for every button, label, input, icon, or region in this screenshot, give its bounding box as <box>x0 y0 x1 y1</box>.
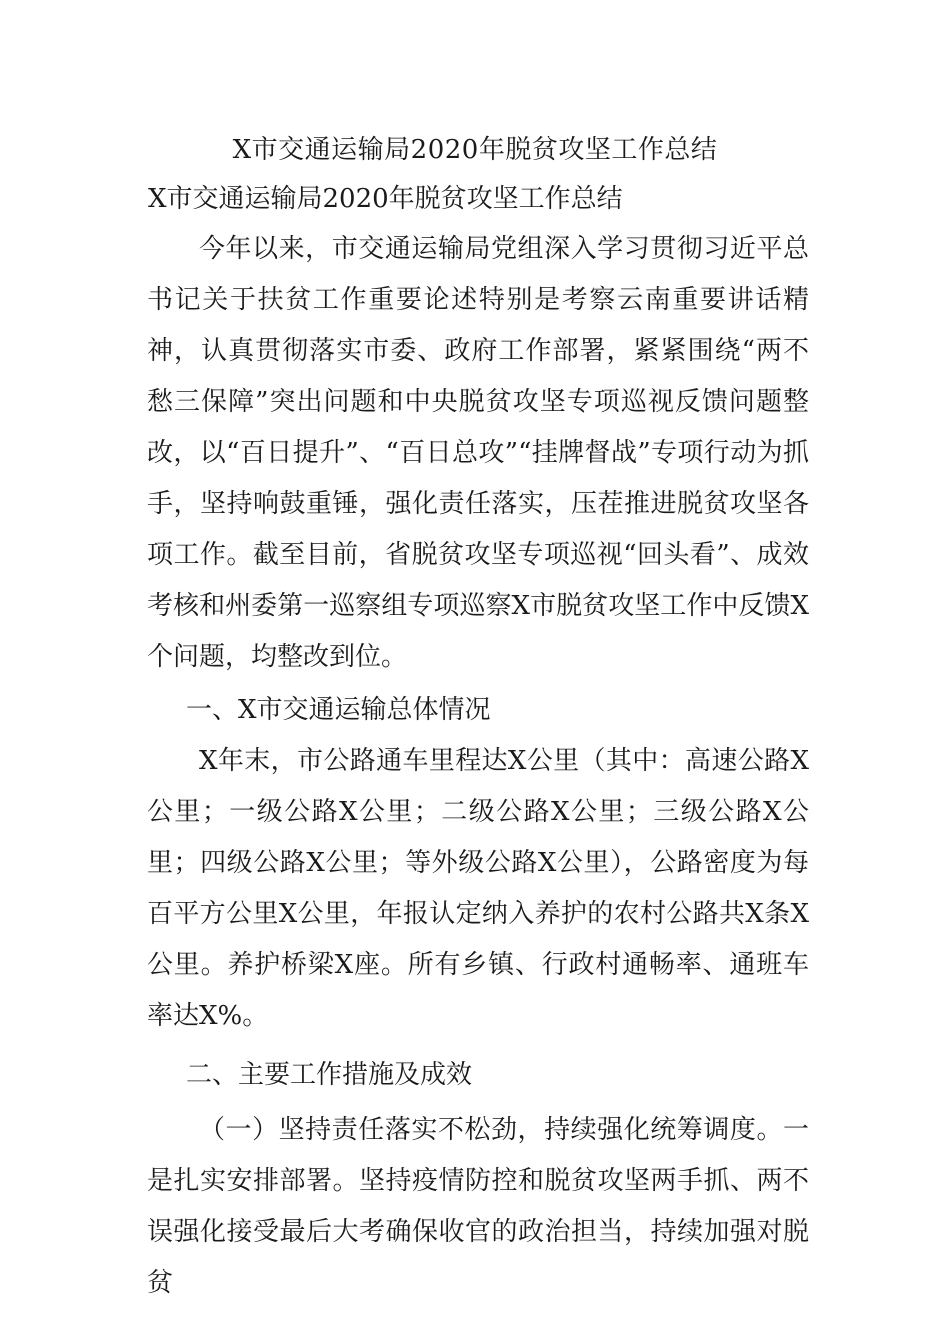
section-heading-2: 二、主要工作措施及成效 <box>186 1060 473 1090</box>
section-1-paragraph: X年末，市公路通车里程达X公里（其中：高速公路X公里；一级公路X公里；二级公路X公里；三级公路X公里；四级公路X公里；等外级公路X公里），公路密度为每百平方公里X公里，年报认定纳入养护的农村公路共X条X公里。养护桥梁X座。所有乡镇、行政村通畅率、通班车率达X%。 <box>147 746 809 1031</box>
section-2-paragraph: （一）坚持责任落实不松劲，持续强化统筹调度。一是扎实安排部署。坚持疫情防控和脱贫攻坚两手抓、两不误强化接受最后大考确保收官的政治担当，持续加强对脱贫 <box>147 1115 809 1298</box>
section-heading-1: 一、X市交通运输总体情况 <box>186 695 491 725</box>
document-subtitle: X市交通运输局2020年脱贫攻坚工作总结 <box>148 184 623 214</box>
intro-paragraph: 今年以来，市交通运输局党组深入学习贯彻习近平总书记关于扶贫工作重要论述特别是考察云南重要讲话精神，认真贯彻落实市委、政府工作部署，紧紧围绕“两不愁三保障”突出问题和中央脱贫攻坚专项巡视反馈问题整改，以“百日提升”、“百日总攻”“挂牌督战”专项行动为抓手，坚持响鼓重锤，强化责任落实，压茬推进脱贫攻坚各项工作。截至目前，省脱贫攻坚专项巡视“回头看”、成效考核和州委第一巡察组专项巡察X市脱贫攻坚工作中反馈X个问题，均整改到位。 <box>147 234 809 672</box>
document-body <box>147 224 809 1309</box>
document-title: X市交通运输局2020年脱贫攻坚工作总结 <box>232 135 718 165</box>
